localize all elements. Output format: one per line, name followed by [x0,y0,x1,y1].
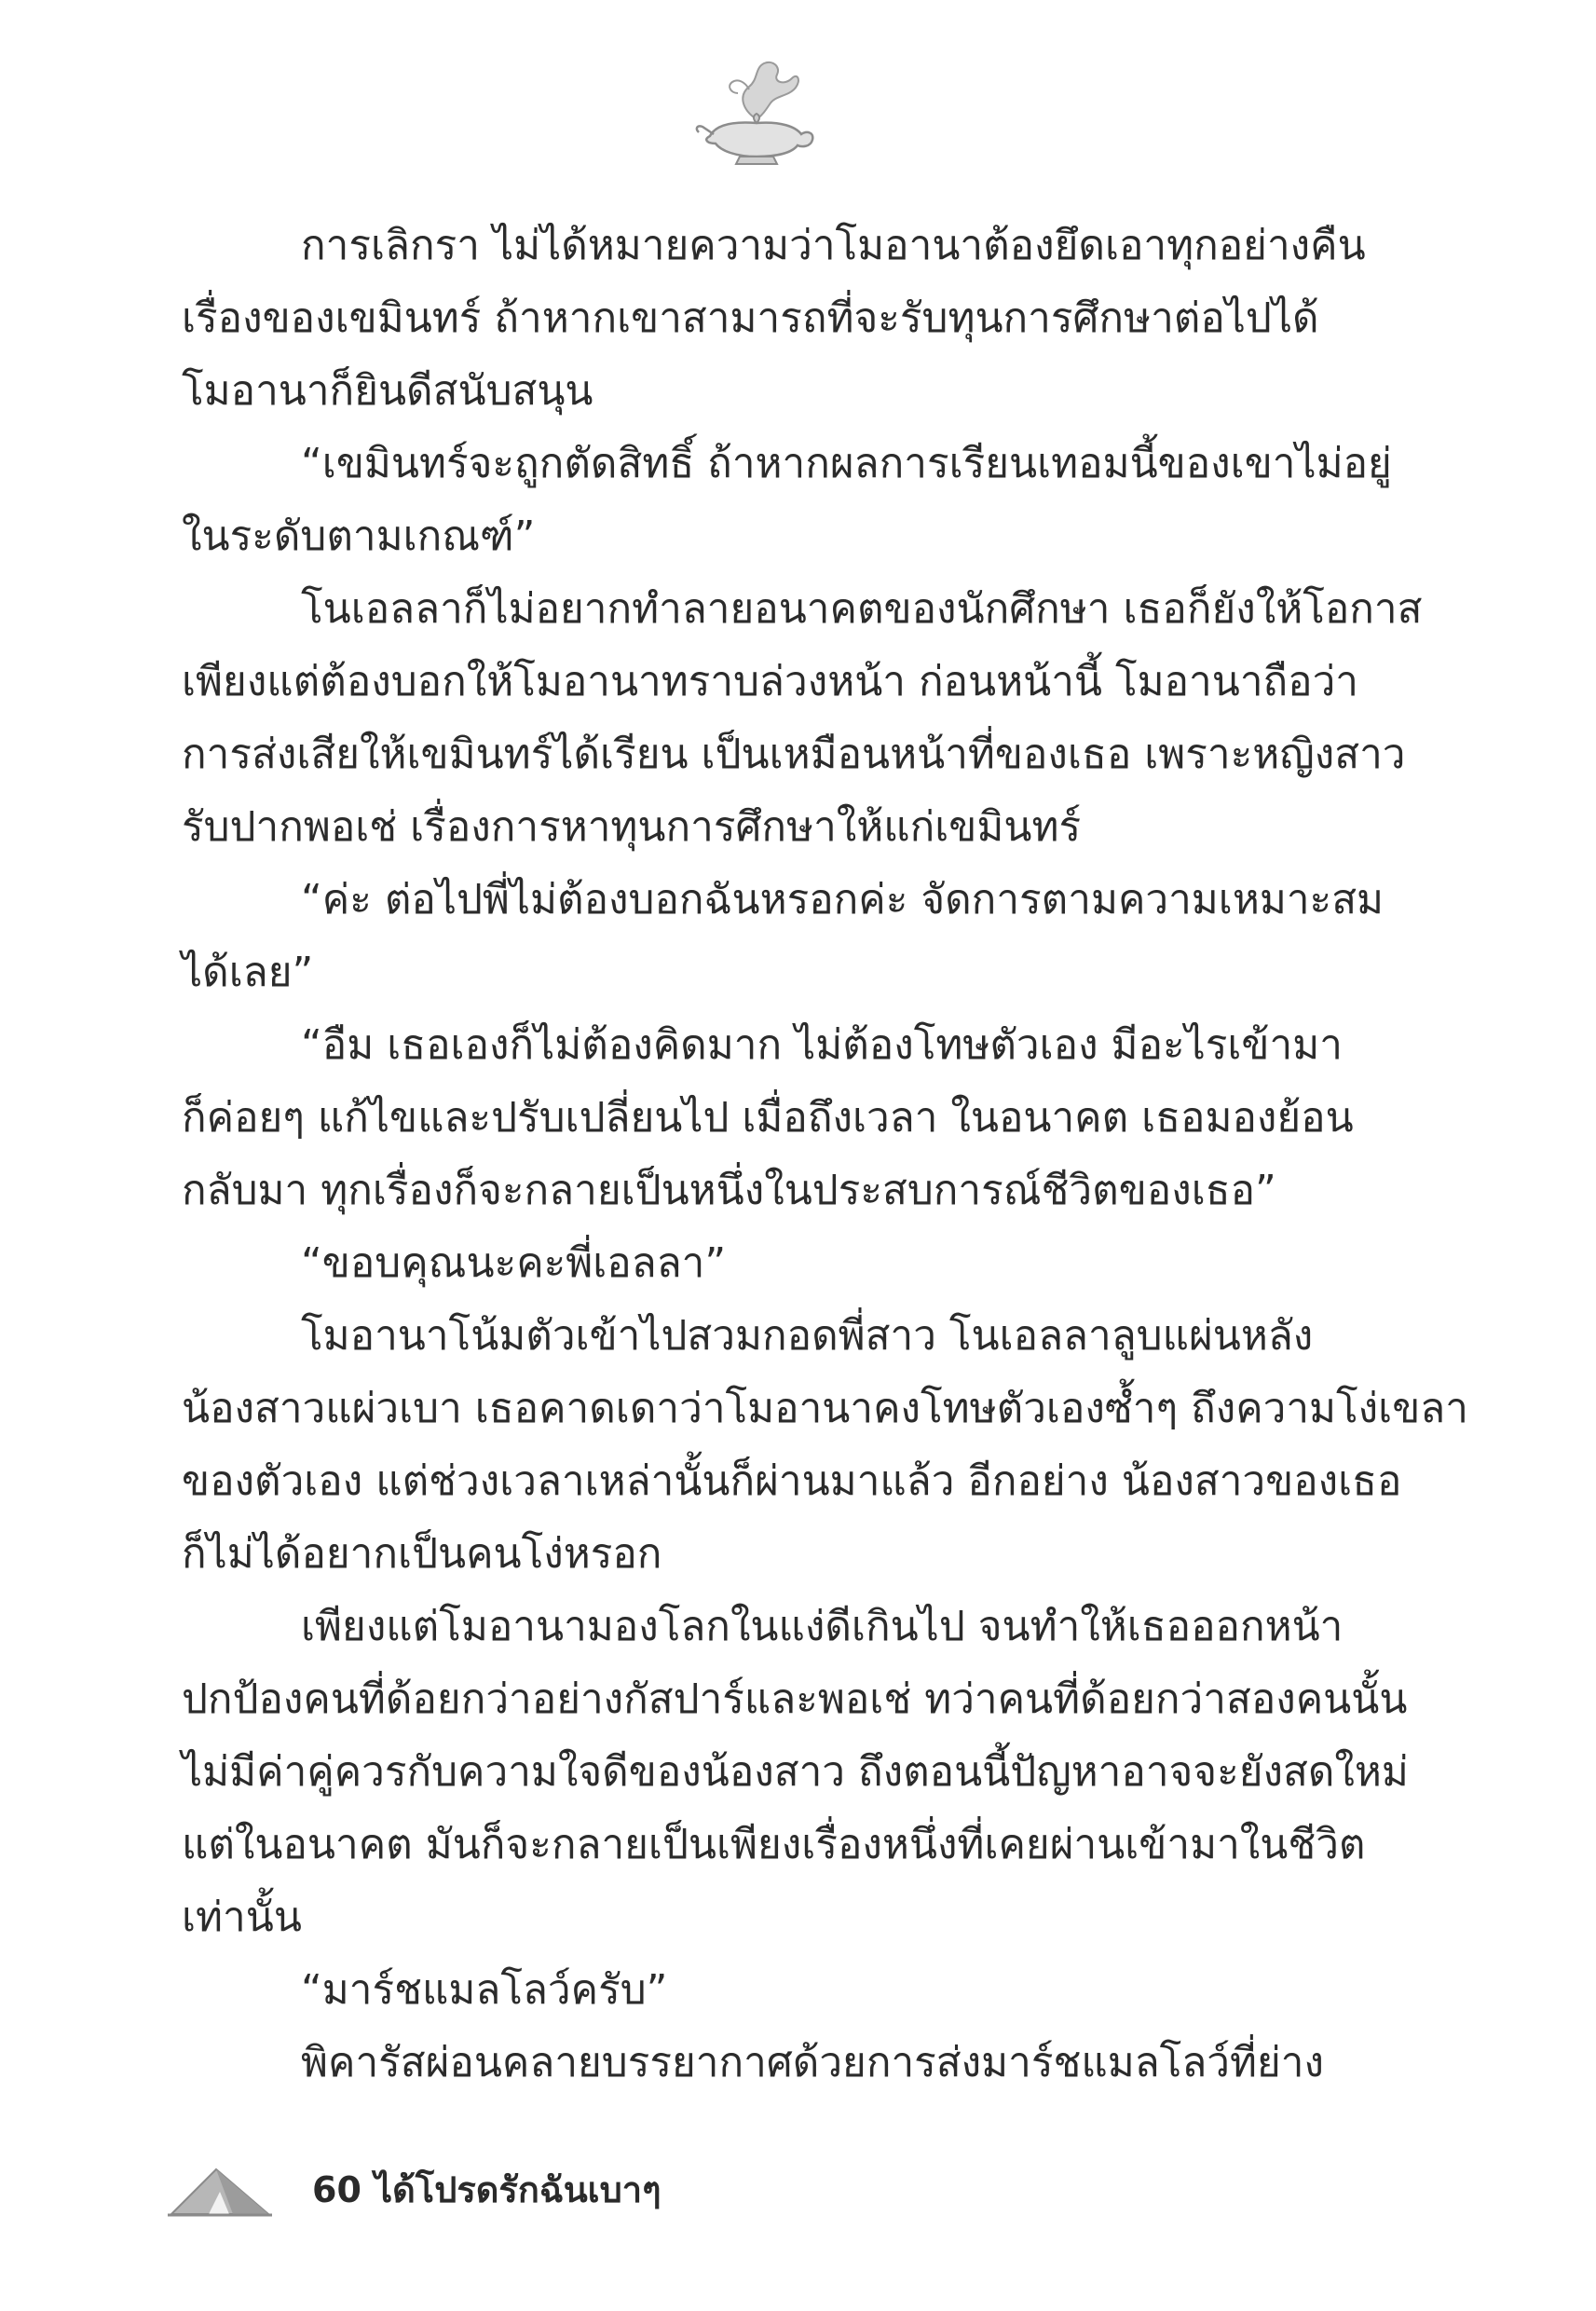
text-line: “เขมินทร์จะถูกตัดสิทธิ์ ถ้าหากผลการเรียนเทอมนี้ของเขาไม่อยู่ [301,440,1392,487]
text-line: รับปากพอเช่ เรื่องการหาทุนการศึกษาให้แก่เขมินทร์ [182,803,1082,851]
text-line: เพียงแต่โมอานามองโลกในแง่ดีเกินไป จนทำให้เธอออกหน้า [301,1603,1344,1650]
text-line: “ค่ะ ต่อไปพี่ไม่ต้องบอกฉันหรอกค่ะ จัดการตามความเหมาะสม [301,876,1385,923]
text-line: ก็ค่อยๆ แก้ไขและปรับเปลี่ยนไป เมื่อถึงเวลา ในอนาคต เธอมองย้อน [182,1094,1354,1142]
body-text [182,210,1468,2099]
text-line: โนเอลลาก็ไม่อยากทำลายอนาคตของนักศึกษา เธอก็ยังให้โอกาส [301,585,1423,633]
text-line: การส่งเสียให้เขมินทร์ได้เรียน เป็นเหมือนหน้าที่ของเธอ เพราะหญิงสาว [182,731,1406,778]
text-line: ปกป้องคนที่ด้อยกว่าอย่างกัสปาร์และพอเช่ ทว่าคนที่ด้อยกว่าสองคนนั้น [182,1675,1408,1723]
text-line: โมอานาโน้มตัวเข้าไปสวมกอดพี่สาว โนเอลลาลูบแผ่นหลัง [301,1312,1314,1360]
book-title: ได้โปรดรักฉันเบาๆ [375,2169,662,2210]
text-line: การเลิกรา ไม่ได้หมายความว่าโมอานาต้องยึดเอาทุกอย่างคืน [301,222,1366,269]
text-line: เรื่องของเขมินทร์ ถ้าหากเขาสามารถที่จะรับทุนการศึกษาต่อไปได้ [182,294,1319,342]
text-line: กลับมา ทุกเรื่องก็จะกลายเป็นหนึ่งในประสบการณ์ชีวิตของเธอ” [182,1167,1276,1214]
text-line: “อืม เธอเองก็ไม่ต้องคิดมาก ไม่ต้องโทษตัวเอง มีอะไรเข้ามา [301,1021,1343,1069]
text-line: ก็ไม่ได้อยากเป็นคนโง่หรอก [182,1530,662,1578]
genie-lamp-icon [691,54,822,171]
text-line: ของตัวเอง แต่ช่วงเวลาเหล่านั้นก็ผ่านมาแล้ว อีกอย่าง น้องสาวของเธอ [182,1457,1402,1505]
text-line: “มาร์ชแมลโลว์ครับ” [301,1966,668,2014]
page-number: 60 [312,2169,361,2210]
text-line: เพียงแต่ต้องบอกให้โมอานาทราบล่วงหน้า ก่อนหน้านี้ โมอานาถือว่า [182,658,1359,705]
text-line: แต่ในอนาคต มันก็จะกลายเป็นเพียงเรื่องหนึ่งที่เคยผ่านเข้ามาในชีวิต [182,1821,1366,1868]
text-line: พิคารัสผ่อนคลายบรรยากาศด้วยการส่งมาร์ชแมลโลว์ที่ย่าง [301,2039,1324,2086]
text-line: โมอานาก็ยินดีสนับสนุน [182,367,593,415]
tent-icon [168,2164,272,2218]
text-line: น้องสาวแผ่วเบา เธอคาดเดาว่าโมอานาคงโทษตัวเองซ้ำๆ ถึงความโง่เขลา [182,1385,1468,1432]
text-line: เท่านั้น [182,1894,302,1941]
text-line: ได้เลย” [182,949,314,996]
text-line: “ขอบคุณนะคะพี่เอลลา” [301,1239,727,1287]
text-line: ไม่มีค่าคู่ควรกับความใจดีของน้องสาว ถึงตอนนี้ปัญหาอาจจะยังสดใหม่ [182,1748,1409,1796]
text-line: ในระดับตามเกณฑ์” [182,513,536,560]
page-footer [168,2160,913,2225]
